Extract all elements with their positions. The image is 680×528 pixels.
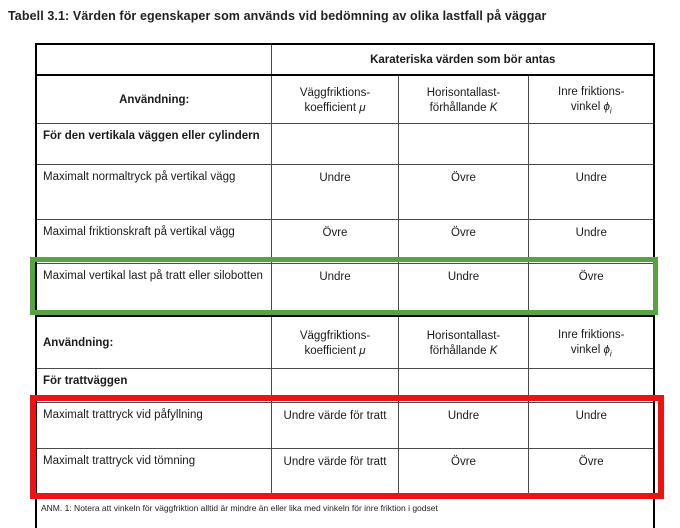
row-label: Maximal friktionskraft på vertikal vägg [36,220,271,264]
footnote-text: ANM. 1: Notera att vinkeln för väggfriktion alltid är mindre än eller lika med vinkeln för inre friktion i godset [36,498,654,528]
col-header-line1: Väggfriktions- [299,87,371,100]
symbol-phi-glyph: ϕ [603,343,610,356]
table-container [35,43,653,528]
symbol-phi [603,101,611,113]
row-value: Undre [271,264,398,316]
footnote-row [36,498,654,528]
usage-label-2: Användning: [36,316,271,369]
col-header-line2: förhållande [429,344,487,357]
column-header-row-1 [36,75,654,124]
row-value: Övre [398,165,528,220]
col-header-line1: Inre friktions- [558,86,625,99]
symbol-K: K [489,101,498,114]
usage-label-1: Användning: [36,75,271,124]
table-row-highlighted-green [36,264,654,316]
col-header-line2: vinkel [570,100,601,113]
empty-cell [271,369,398,403]
span-header-cell: Karateriska värden som bör antas [271,44,654,75]
col-header-line1: Väggfriktions- [299,330,371,343]
col-header-wall-friction [271,75,398,124]
row-label: Maximalt trattryck vid tömning [36,449,271,499]
row-value: Undre [528,220,654,264]
table-row [36,220,654,264]
symbol-phi [603,344,611,356]
col-header-internal-friction [528,316,654,369]
symbol-K: K [489,344,498,357]
col-header-line2: koefficient [304,101,357,114]
group-label: För den vertikala väggen eller cylindern [36,124,271,165]
row-value: Undre värde för tratt [271,449,398,499]
col-header-internal-friction [528,75,654,124]
group-row-hopper-wall [36,369,654,403]
row-value: Undre [528,403,654,449]
row-label: Maximalt normaltryck på vertikal vägg [36,165,271,220]
col-header-horizontal-load [398,75,528,124]
empty-corner-cell [36,44,271,75]
col-header-line2: vinkel [570,343,601,356]
symbol-phi-subscript: i [609,105,612,115]
col-header-line1: Horisontallast- [426,330,501,343]
table-row-highlighted-red [36,449,654,499]
table-caption: Tabell 3.1: Värden för egenskaper som används vid bedömning av olika lastfall på väggar [8,9,547,23]
empty-cell [271,124,398,165]
symbol-mu: μ [359,101,366,114]
col-header-wall-friction [271,316,398,369]
row-value: Undre värde för tratt [271,403,398,449]
empty-cell [528,369,654,403]
symbol-phi-glyph: ϕ [603,100,610,113]
col-header-line1: Inre friktions- [558,329,625,342]
column-header-row-2 [36,316,654,369]
row-value: Undre [528,165,654,220]
empty-cell [398,369,528,403]
table-row-highlighted-red [36,403,654,449]
row-value: Undre [398,264,528,316]
col-header-horizontal-load [398,316,528,369]
col-header-line2: förhållande [429,101,487,114]
group-row-vertical-wall [36,124,654,165]
row-value: Övre [271,220,398,264]
row-value: Övre [398,220,528,264]
table-row [36,165,654,220]
col-header-line2: koefficient [304,344,357,357]
symbol-phi-subscript: i [609,348,612,358]
empty-cell [528,124,654,165]
span-header-row [36,44,654,75]
row-value: Övre [528,264,654,316]
group-label: För trattväggen [36,369,271,403]
empty-cell [398,124,528,165]
col-header-line1: Horisontallast- [426,87,501,100]
row-value: Övre [528,449,654,499]
load-cases-table [35,43,655,528]
symbol-mu: μ [359,344,366,357]
row-label: Maximalt trattryck vid påfyllning [36,403,271,449]
row-value: Undre [271,165,398,220]
row-value: Övre [398,449,528,499]
row-label: Maximal vertikal last på tratt eller silobotten [36,264,271,316]
row-value: Undre [398,403,528,449]
